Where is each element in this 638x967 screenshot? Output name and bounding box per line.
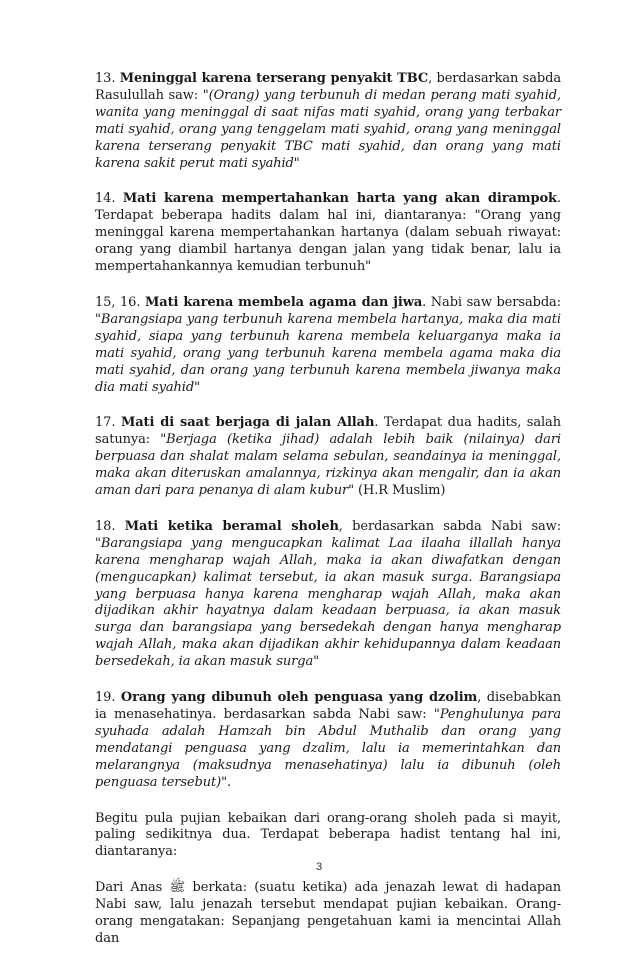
paragraph-heading: Meninggal karena terserang penyakit TBC [119,71,429,86]
paragraph-text: " [313,654,320,670]
paragraph-text: ". [221,774,231,790]
paragraph-heading: Orang yang dibunuh oleh penguasa yang dzolim [120,690,478,706]
paragraph-text: . Terdapat beberapa hadits dalam hal ini, diantaranya: "Orang yang meninggal karena mempertahankan hartanya (dalam sebuah riwayat: orang yang diambil hartanya dengan jalan yang tidak benar, lalu ia mempertahankannya kemudian terbunuh" [95,191,561,275]
paragraph-15-16 [95,295,561,396]
paragraph-text: " [194,379,200,395]
paragraph-17 [95,415,561,500]
hadith-quote: Barangsiapa yang mengucapkan kalimat Laa ilaaha illallah hanya karena mengharap wajah Allah, maka ia akan diwafatkan dengan (mengucapkan) kalimat tersebut, ia akan masuk surga. Barangsiapa yang berpuasa hanya karena mengharap wajah Allah, maka akan dijadikan akhir hayatnya dalam keadaan berpuasa, ia akan masuk surga dan barangsiapa yang bersedekah dengan hanya mengharap wajah Allah, maka akan dijadikan akhir kehidupannya dalam keadaan bersedekah, ia akan masuk surga [95,535,561,670]
paragraph-text: 14. [95,191,123,207]
paragraph-text: " [293,155,300,171]
paragraph-heading: Mati di saat berjaga di jalan Allah [120,415,375,431]
paragraph-heading: Mati karena mempertahankan harta yang akan dirampok [122,191,557,207]
paragraph-text: 19. [95,690,121,706]
paragraph-heading: Mati karena membela agama dan jiwa [144,294,423,310]
paragraph-text: 17. [95,415,121,431]
paragraph-13 [95,71,561,172]
paragraph-praise-intro [95,811,561,862]
document-body [95,71,561,967]
hadith-quote: Barangsiapa yang terbunuh karena membela hartanya, maka dia mati syahid, siapa yang terbunuh karena membela keluarganya maka ia mati syahid, orang yang terbunuh karena membela agama maka dia mati syahid, dan orang yang terbunuh karena membela jiwanya maka dia mati syahid [95,311,561,395]
paragraph-hadith-anas [95,880,561,948]
paragraph-text: 15, 16. [95,294,145,310]
paragraph-text: 18. [95,518,125,534]
paragraph-14 [95,191,561,276]
paragraph-heading: Mati ketika beramal sholeh [124,518,339,534]
paragraph-text: , berdasarkan sabda Nabi saw: " [95,518,561,551]
hadith-quote: (Orang) yang terbunuh di medan perang mati syahid, wanita yang meninggal di saat nifas mati syahid, orang yang terbakar mati syahid, orang yang tenggelam mati syahid, orang yang meninggal karena terserang penyakit TBC mati syahid, dan orang yang mati karena sakit perut mati syahid [95,87,562,171]
paragraph-text: " (H.R Muslim) [348,483,446,499]
hadith-quote: Penghulunya para syuhada adalah Hamzah bin Abdul Muthalib dan orang yang mendatangi penguasa yang dzalim, lalu ia memerintahkan dan melarangnya (maksudnya menasehatinya) lalu ia dibunuh (oleh penguasa tersebut) [95,707,561,790]
page-number: 3 [315,861,323,873]
paragraph-text: . Terdapat dua hadits, salah satunya: " [95,415,561,448]
paragraph-text: Dari Anas ﷺ berkata: (suatu ketika) ada jenazah lewat di hadapan Nabi saw, lalu jenazah tersebut mendapat pujian kebaikan. Orang-orang mengatakan: Sepanjang pengetahuan kami ia mencintai Allah dan [95,880,561,946]
hadith-quote: Berjaga (ketika jihad) adalah lebih baik (nilainya) dari berpuasa dan shalat malam selama sebulan, seandainya ia meninggal, maka akan diteruskan amalannya, rizkinya akan mengalir, dan ia akan aman dari para penanya di alam kubur [95,432,561,499]
paragraph-text: Begitu pula pujian kebaikan dari orang-orang sholeh pada si mayit, paling sedikitnya dua. Terdapat beberapa hadist tentang hal ini, diantaranya: [95,810,561,860]
paragraph-text: 13. [95,71,120,86]
paragraph-19 [95,690,561,791]
paragraph-text: , berdasarkan sabda Rasulullah saw: " [95,71,561,103]
paragraph-text: , disebabkan ia menasehatinya. berdasarkan sabda Nabi saw: " [95,690,561,722]
paragraph-18 [95,519,561,671]
paragraph-text: . Nabi saw bersabda: " [95,294,561,327]
